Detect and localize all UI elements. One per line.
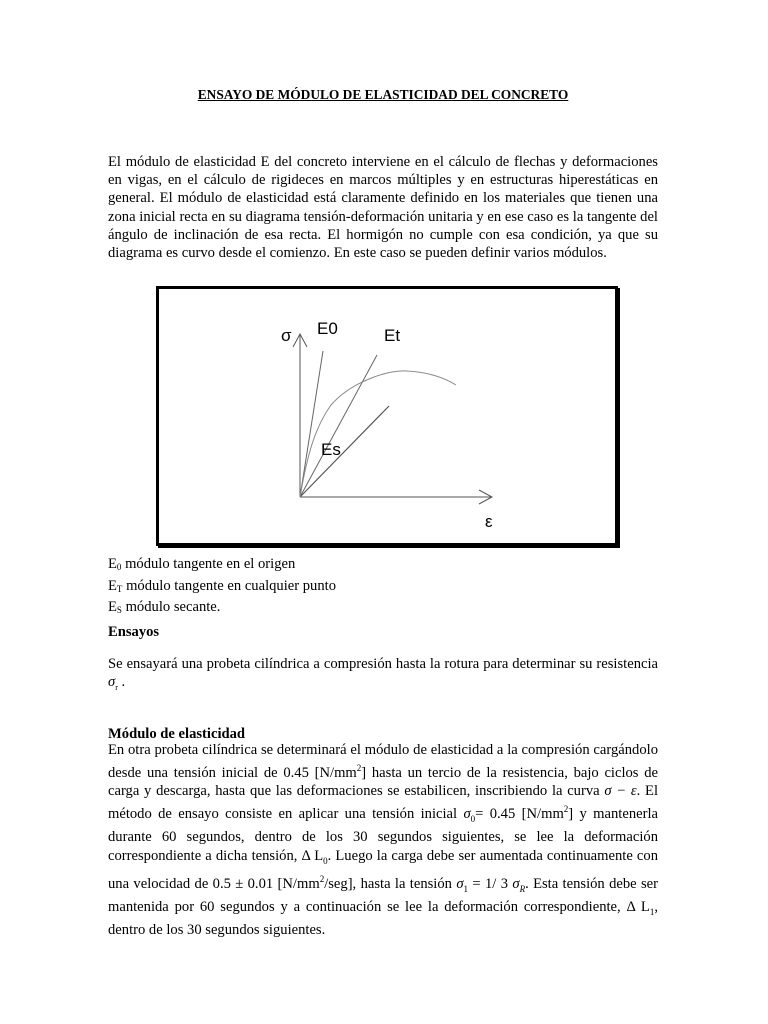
intro-paragraph: El módulo de elasticidad E del concreto interviene en el cálculo de flechas y deformaciones en vigas, en el cálculo de rigideces en marcos múltiples y en estructuras hiperestáticas en general. El módulo de elasticidad está claramente definido en los materiales que tienen una zona inicial recta en su diagrama tensión-deformación unitaria y en ese caso es la tangente del ángulo de inclinación de esa recta. El hormigón no cumple con esa condición, ya que su diagrama es curvo desde el comienzo. En este caso se pueden definir varios módulos. <box>108 154 658 262</box>
document-title: ENSAYO DE MÓDULO DE ELASTICIDAD DEL CONCRETO <box>197 87 569 102</box>
ensayos-paragraph: Se ensayará una probeta cilíndrica a compresión hasta la rotura para determinar su resistencia $\sigma_r$ . <box>108 656 658 693</box>
legend-item-e0: $E_0$ módulo tangente en el origen <box>108 556 296 572</box>
es-label: Es <box>321 440 341 459</box>
stress-strain-curve <box>300 371 456 497</box>
epsilon-label: ε <box>485 512 493 531</box>
et-label: Et <box>384 326 401 345</box>
stress-strain-diagram <box>159 289 615 543</box>
sigma-label: σ <box>281 326 292 345</box>
es-line <box>300 406 389 497</box>
ensayos-heading: Ensayos <box>108 624 160 640</box>
e0-label: E0 <box>317 319 338 338</box>
modulo-heading: Módulo de elasticidad <box>108 726 246 742</box>
stress-strain-figure <box>156 286 618 546</box>
modulus-legend <box>108 555 336 620</box>
legend-item-es: $E_S$ módulo secante. <box>108 599 221 615</box>
modulo-paragraph: En otra probeta cilíndrica se determinará el módulo de elasticidad a la compresión cargándolo desde una tensión inicial de 0.45 $[N/mm^2]$ hasta un tercio de la resistencia, bajo ciclos de carga y descarga, hasta que las deformaciones se estabilicen, inscribiendo la curva σ − ε. El método de ensayo consiste en aplicar una tensión inicial $\sigma_0= 0.45$ $[N/mm^2]$ y mantenerla durante 60 segundos, dentro de los 30 segundos siguientes, se lee la deformación correspondiente a dicha tensión, Δ $L_0$. Luego la carga debe ser aumentada continuamente con una velocidad de 0.5 ± 0.01 $[N/mm^2/seg]$, hasta la tensión $\sigma_1 = 1/$ 3 $\sigma_R$. Esta tensión debe ser mantenida por 60 segundos y a continuación se lee la deformación correspondiente, Δ $L_1$, dentro de los 30 segundos siguientes. <box>108 742 658 938</box>
legend-item-et: $E_T$ módulo tangente en cualquier punto <box>108 577 336 594</box>
